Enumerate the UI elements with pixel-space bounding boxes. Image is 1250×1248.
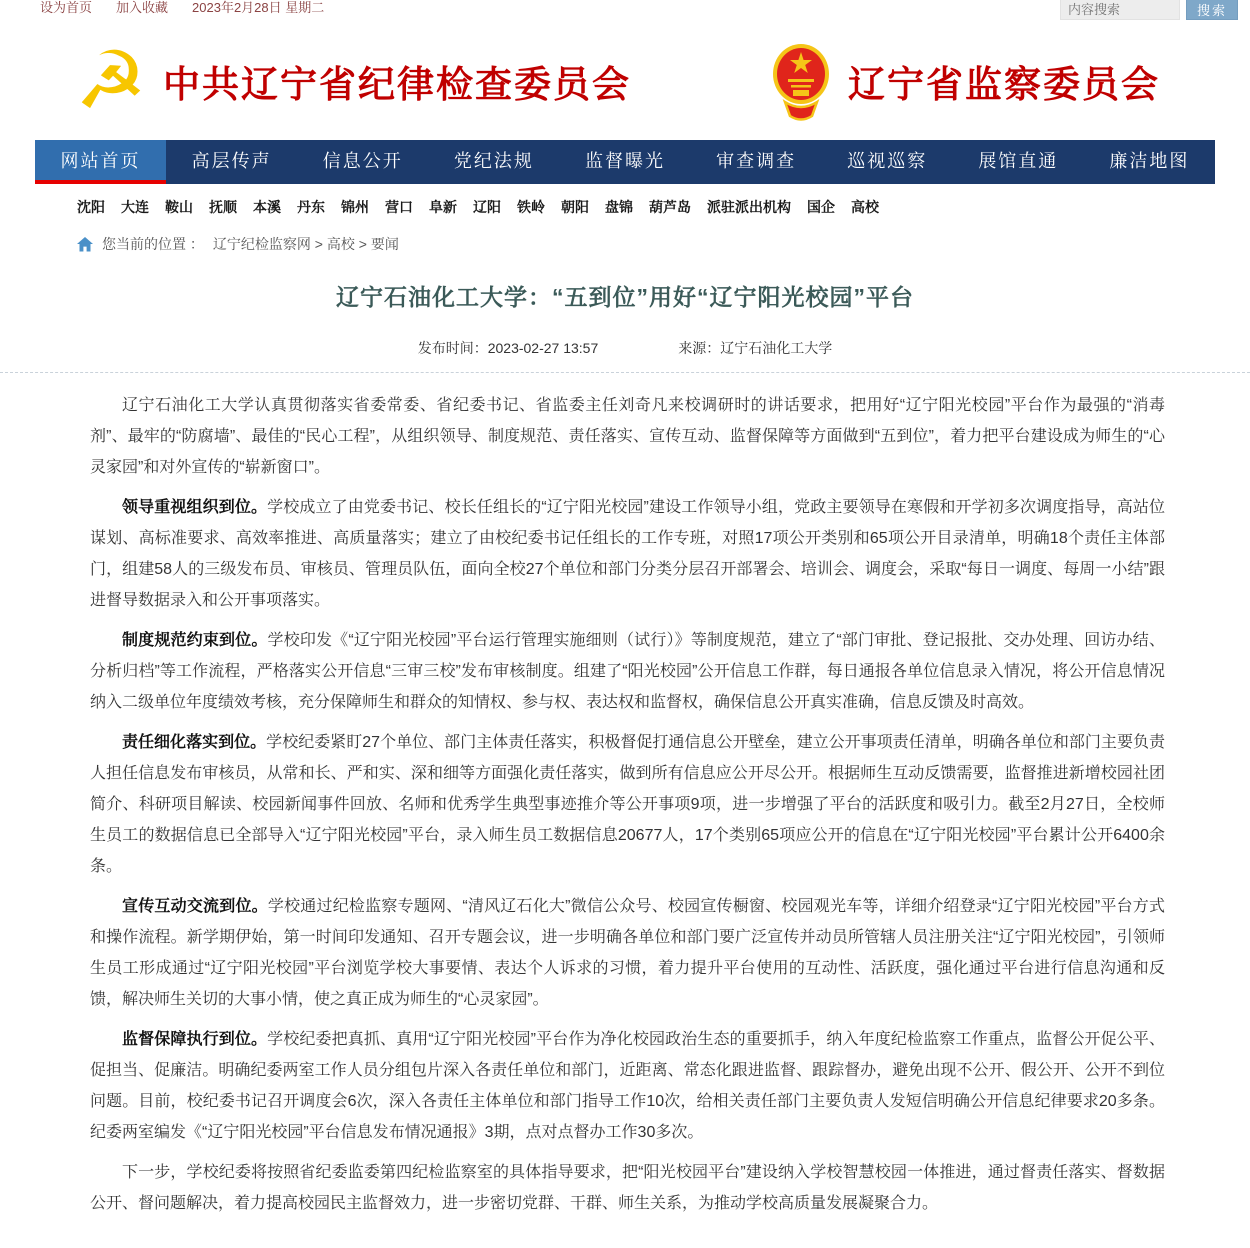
search-bar xyxy=(1060,0,1238,20)
city-link-3[interactable]: 鞍山 xyxy=(165,199,193,215)
breadcrumb-prefix: 您当前的位置 ： xyxy=(102,236,204,252)
nav-item-8[interactable]: 展馆直通 xyxy=(978,151,1059,171)
supervisory-commission-logo[interactable] xyxy=(770,41,1160,121)
city-link-16[interactable]: 国企 xyxy=(807,199,835,215)
party-emblem-icon: ☭ xyxy=(75,36,147,125)
breadcrumb xyxy=(35,223,1215,263)
org-name-right: 辽宁省监察委员会 xyxy=(848,64,1160,105)
city-link-11[interactable]: 铁岭 xyxy=(517,199,545,215)
search-button[interactable]: 搜索 xyxy=(1186,0,1238,20)
nav-item-4[interactable]: 党纪法规 xyxy=(453,151,534,171)
city-link-8[interactable]: 营口 xyxy=(385,199,413,215)
nav-item-6[interactable]: 审查调查 xyxy=(716,151,797,171)
city-link-10[interactable]: 辽阳 xyxy=(473,199,501,215)
paragraph-lead: 宣传互动交流到位。 xyxy=(122,898,268,915)
city-link-13[interactable]: 盘锦 xyxy=(605,199,633,215)
city-link-15[interactable]: 派驻派出机构 xyxy=(707,199,791,215)
nav-item-5[interactable]: 监督曝光 xyxy=(584,151,665,171)
paragraph-lead: 责任细化落实到位。 xyxy=(122,734,267,751)
city-link-5[interactable]: 本溪 xyxy=(253,199,281,215)
nav-item-3[interactable]: 信息公开 xyxy=(322,151,403,171)
article-source: 来源：辽宁石油化工大学 xyxy=(678,340,833,356)
set-homepage-link[interactable]: 设为首页 xyxy=(40,0,93,15)
city-link-1[interactable]: 沈阳 xyxy=(77,199,105,215)
publish-time: 发布时间：2023-02-27 13:57 xyxy=(417,340,599,356)
city-link-9[interactable]: 阜新 xyxy=(429,199,457,215)
topbar xyxy=(0,0,1250,24)
nav-item-7[interactable]: 巡视巡察 xyxy=(847,151,928,171)
org-name-left: 中共辽宁省纪律检查委员会 xyxy=(163,64,631,105)
city-link-14[interactable]: 葫芦岛 xyxy=(649,199,691,215)
search-input[interactable] xyxy=(1060,0,1180,20)
nav-item-1[interactable]: 网站首页 xyxy=(35,140,166,184)
city-link-6[interactable]: 丹东 xyxy=(297,199,325,215)
nav-item-2[interactable]: 高层传声 xyxy=(191,151,272,171)
city-link-4[interactable]: 抚顺 xyxy=(209,199,237,215)
current-date: 2023年2月28日 星期二 xyxy=(192,0,325,15)
paragraph-lead: 制度规范约束到位。 xyxy=(122,632,268,649)
site-header xyxy=(35,24,1215,140)
article-paragraph-5: 宣传互动交流到位。学校通过纪检监察专题网、“清风辽石化大”微信公众号、校园宣传橱窗、校园观光车等，详细介绍登录“辽宁阳光校园”平台方式和操作流程。新学期伊始，第一时间印发通知、召开专题会议，进一步明确各单位和部门要广泛宣传并动员所管辖人员注册关注“辽宁阳光校园”，引领师生员工形成通过“辽宁阳光校园”平台浏览学校大事要情、表达个人诉求的习惯，着力提升平台使用的互动性、活跃度，强化通过平台进行信息沟通和反馈，解决师生关切的大事小情，使之真正成为师生的“心灵家园”。 xyxy=(90,898,1165,1008)
city-link-7[interactable]: 锦州 xyxy=(341,199,369,215)
paragraph-lead: 领导重视组织到位。 xyxy=(122,499,268,516)
city-links xyxy=(35,184,1215,223)
article-paragraph-1: 辽宁石油化工大学认真贯彻落实省委常委、省纪委书记、省监委主任刘奇凡来校调研时的讲话要求，把用好“辽宁阳光校园”平台作为最强的“消毒剂”、最牢的“防腐墙”、最佳的“民心工程”，从组织领导、制度规范、责任落实、宣传互动、监督保障等方面做到“五到位”，着力把平台建设成为师生的“心灵家园”和对外宣传的“崭新窗口”。 xyxy=(90,397,1165,476)
breadcrumb-link-1[interactable]: 辽宁纪检监察网 xyxy=(212,236,311,252)
national-emblem-icon xyxy=(770,41,832,121)
article-head xyxy=(35,263,1215,358)
topbar-links xyxy=(40,0,324,16)
discipline-commission-logo[interactable] xyxy=(75,38,631,124)
main-nav xyxy=(35,140,1215,184)
article-title: 辽宁石油化工大学：“五到位”用好“辽宁阳光校园”平台 xyxy=(336,284,914,310)
add-favorites-link[interactable]: 加入收藏 xyxy=(116,0,169,15)
home-icon xyxy=(77,237,93,252)
city-link-17[interactable]: 高校 xyxy=(851,199,879,215)
article-meta xyxy=(35,338,1215,358)
article-paragraph-4: 责任细化落实到位。学校纪委紧盯27个单位、部门主体责任落实，积极督促打通信息公开壁垒，建立公开事项责任清单，明确各单位和部门主要负责人担任信息发布审核员，从常和长、严和实、深和细等方面强化责任落实，做到所有信息应公开尽公开。根据师生互动反馈需要，监督推进新增校园社团简介、科研项目解读、校园新闻事件回放、名师和优秀学生典型事迹推介等公开事项9项，进一步增强了平台的活跃度和吸引力。截至2月27日，全校师生员工的数据信息已全部导入“辽宁阳光校园”平台，录入师生员工数据信息20677人，17个类别65项应公开的信息在“辽宁阳光校园”平台累计公开6400余条。 xyxy=(90,734,1165,875)
article-paragraph-2: 领导重视组织到位。学校成立了由党委书记、校长任组长的“辽宁阳光校园”建设工作领导小组，党政主要领导在寒假和开学初多次调度指导，高站位谋划、高标准要求、高效率推进、高质量落实；建立了由校纪委书记任组长的工作专班，对照17项公开类别和65项公开目录清单，明确18个责任主体部门，组建58人的三级发布员、审核员、管理员队伍，面向全校27个单位和部门分类分层召开部署会、培训会、调度会，采取“每日一调度、每周一小结”跟进督导数据录入和公开事项落实。 xyxy=(90,499,1165,609)
article-paragraph-3: 制度规范约束到位。学校印发《“辽宁阳光校园”平台运行管理实施细则（试行）》等制度规范，建立了“部门审批、登记报批、交办处理、回访办结、分析归档”等工作流程，严格落实公开信息“三审三校”发布审核制度。组建了“阳光校园”公开信息工作群，每日通报各单位信息录入情况，将公开信息情况纳入二级单位年度绩效考核，充分保障师生和群众的知情权、参与权、表达权和监督权，确保信息公开真实准确，信息反馈及时高效。 xyxy=(90,632,1165,711)
article-body xyxy=(35,373,1215,1248)
breadcrumb-link-2[interactable]: 高校 xyxy=(326,236,355,252)
city-link-2[interactable]: 大连 xyxy=(121,199,149,215)
breadcrumb-trail: 辽宁纪检监察网 > 高校 > 要闻 xyxy=(212,236,399,252)
article-paragraph-7: 下一步，学校纪委将按照省纪委监委第四纪检监察室的具体指导要求，把“阳光校园平台”建设纳入学校智慧校园一体推进，通过督责任落实、督数据公开、督问题解决，着力提高校园民主监督效力，进一步密切党群、干群、师生关系，为推动学校高质量发展凝聚合力。 xyxy=(90,1164,1165,1212)
breadcrumb-link-3[interactable]: 要闻 xyxy=(370,236,399,252)
paragraph-lead: 监督保障执行到位。 xyxy=(122,1031,268,1048)
city-link-12[interactable]: 朝阳 xyxy=(561,199,589,215)
article-paragraph-6: 监督保障执行到位。学校纪委把真抓、真用“辽宁阳光校园”平台作为净化校园政治生态的重要抓手，纳入年度纪检监察工作重点，监督公开促公平、促担当、促廉洁。明确纪委两室工作人员分组包片深入各责任单位和部门，近距离、常态化跟进监督、跟踪督办，避免出现不公开、假公开、公开不到位问题。目前，校纪委书记召开调度会6次，深入各责任主体单位和部门指导工作10次，给相关责任部门主要负责人发短信明确公开信息纪律要求20多条。纪委两室编发《“辽宁阳光校园”平台信息发布情况通报》3期，点对点督办工作30多次。 xyxy=(90,1031,1165,1141)
nav-item-9[interactable]: 廉洁地图 xyxy=(1109,151,1190,171)
